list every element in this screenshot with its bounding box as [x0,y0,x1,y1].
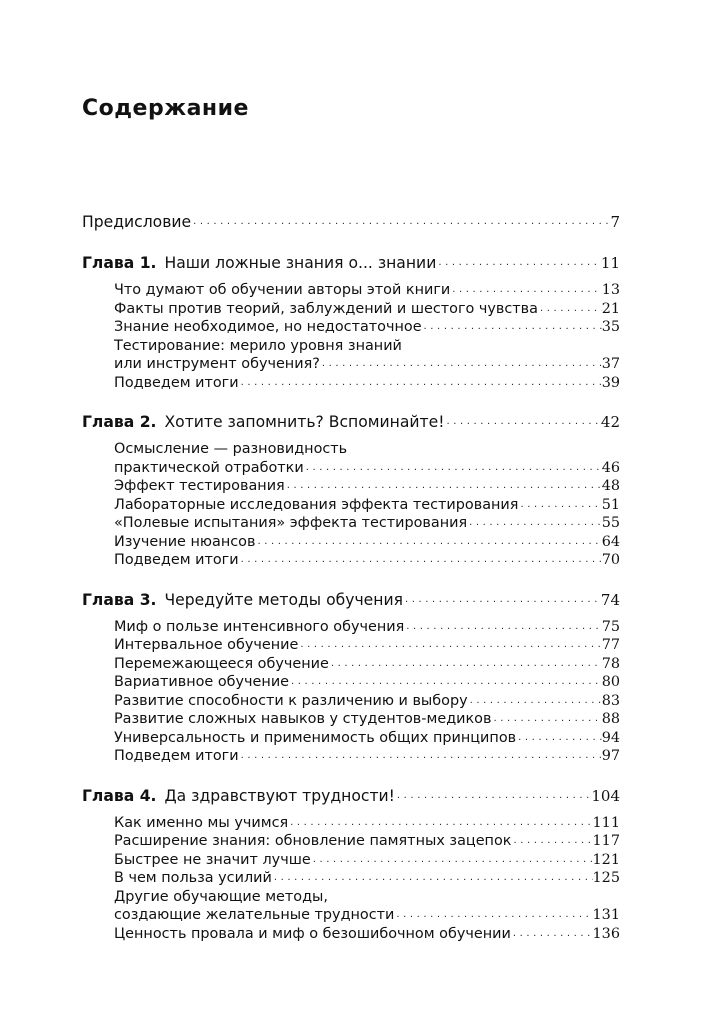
page-number: 88 [601,711,620,727]
dot-leader [511,832,592,851]
page-number: 21 [601,300,620,317]
table-of-contents [82,211,620,962]
page-number: 136 [592,925,620,942]
page-number: 77 [601,637,620,653]
chapter-section [82,589,620,766]
dot-leader [272,869,593,888]
chapter-number: Глава 4. [82,786,157,805]
dot-leader [311,851,593,870]
toc-entry-label: Что думают об обучении авторы этой книги [114,282,451,298]
page-number: 97 [601,748,620,764]
dot-leader [239,747,602,766]
dot-leader [304,459,602,478]
toc-entry-label: Эффект тестирования [114,478,285,494]
toc-entry-subsection[interactable] [82,673,620,692]
chapter-title: Чередуйте методы обучения [164,590,403,609]
dot-leader [285,477,602,496]
dot-leader [422,318,602,337]
toc-entry-label: Лабораторные исследования эффекта тестирования [114,496,519,513]
toc-entry-label: или инструмент обучения? [114,356,320,372]
toc-entry-chapter[interactable] [82,785,620,807]
toc-entry-label: Перемежающееся обучение [114,655,329,672]
page-number: 83 [601,692,620,709]
toc-entry-label: В чем польза усилий [114,870,272,886]
toc-entry-subsection[interactable] [82,692,620,711]
toc-entry-label: Ценность провала и миф о безошибочном обучении [114,925,511,942]
toc-entry-subsection[interactable] [82,655,620,674]
dot-leader [239,374,602,393]
toc-entry-subsection[interactable] [82,710,620,729]
page-number: 117 [592,833,620,849]
toc-entry-subsection[interactable] [82,318,620,337]
page-number: 121 [592,851,620,868]
toc-entry-label: «Полевые испытания» эффекта тестирования [114,515,468,531]
toc-entry-subsection[interactable] [82,496,620,515]
toc-entry-subsection[interactable] [82,832,620,851]
page-number: 55 [601,515,620,531]
toc-entry-subsection[interactable] [82,551,620,570]
page-number: 37 [601,356,620,372]
toc-entry-subsection[interactable] [82,374,620,393]
toc-entry-chapter[interactable] [82,589,620,611]
dot-leader [288,814,592,833]
toc-entry-chapter[interactable] [82,252,620,274]
toc-entry-chapter[interactable] [82,411,620,433]
toc-entry-label-line: Тестирование: мерило уровня знаний [114,337,402,354]
chapter-title: Наши ложные знания о... знании [164,254,437,272]
chapter-section [82,252,620,392]
toc-entry-label: Интервальное обучение [114,637,299,653]
dot-leader [320,355,602,374]
toc-entry-subsection[interactable] [82,906,620,925]
page-number: 75 [601,618,620,635]
toc-entry-preface[interactable] [82,211,620,233]
toc-entry-label: Подведем итоги [114,374,239,391]
toc-entry-label [82,589,403,611]
page-number: 125 [592,870,620,886]
toc-entry-label: Знание необходимое, но недостаточное [114,319,422,335]
chapter-number: Глава 3. [82,590,157,609]
page-number: 70 [601,552,620,568]
toc-entry-label: Подведем итоги [114,552,239,568]
toc-entry-subsection[interactable] [82,355,620,374]
toc-entry-label: Универсальность и применимость общих принципов [114,729,517,746]
dot-leader [255,533,601,552]
dot-leader [538,300,602,319]
chapter-number: Глава 1. [82,254,157,272]
toc-entry-subsection[interactable] [82,747,620,766]
toc-entry-label: Как именно мы учимся [114,814,289,831]
chapter-number: Глава 2. [82,413,157,431]
dot-leader [329,655,602,674]
dot-leader [403,589,601,611]
dot-leader [467,514,602,533]
dot-leader [404,618,601,637]
toc-entry-label: Подведем итоги [114,748,239,764]
page-number: 13 [601,282,620,298]
toc-entry-label: Вариативное обучение [114,674,290,690]
chapter-title: Хотите запомнить? Вспоминайте! [164,413,445,431]
toc-entry-label: Предисловие [82,213,192,231]
dot-leader [511,925,593,944]
toc-entry-label [82,785,395,807]
dot-leader [450,281,601,300]
toc-entry-subsection[interactable] [82,851,620,870]
dot-leader [239,551,602,570]
dot-leader [468,692,602,711]
toc-entry-subsection[interactable] [82,533,620,552]
chapter-list [82,252,620,943]
chapter-section [82,785,620,944]
toc-entry-label [82,252,436,274]
toc-entry-subsection[interactable] [82,925,620,944]
toc-entry-label: Быстрее не значит лучше [114,851,311,868]
dot-leader [491,710,601,729]
dot-leader [395,785,591,807]
page-number: 48 [601,478,620,494]
toc-entry-label: Факты против теорий, заблуждений и шестого чувства [114,300,538,317]
toc-entry-subsection[interactable] [82,869,620,888]
toc-entry-subsection[interactable] [82,729,620,748]
toc-entry-label: Развитие сложных навыков у студентов-медиков [114,711,492,727]
page-number: 131 [592,907,620,923]
dot-leader [394,906,592,925]
toc-entry-label: Миф о пользе интенсивного обучения [114,618,405,635]
toc-entry-label: практической отработки [114,459,304,476]
page-title: Содержание [82,96,249,121]
page-number: 94 [601,729,620,746]
toc-entry-label: создающие желательные трудности [114,907,395,923]
page-number: 42 [600,413,620,431]
page-number: 39 [601,374,620,391]
toc-entry-label-line: Другие обучающие методы, [114,888,328,905]
dot-leader [436,252,601,274]
toc-entry-label-line: Осмысление — разновидность [114,441,348,457]
toc-entry-subsection[interactable] [82,281,620,300]
chapter-title: Да здравствуют трудности! [164,786,395,805]
dot-leader [516,729,602,748]
toc-entry-subsection[interactable] [82,459,620,478]
page-number: 111 [592,814,620,831]
chapter-section [82,411,620,570]
page-number: 78 [601,655,620,672]
toc-entry-subsection[interactable] [82,618,620,637]
page-number: 104 [591,786,620,805]
toc-entry-subsection[interactable] [82,477,620,496]
toc-entry-subsection[interactable] [82,300,620,319]
toc-entry-subsection[interactable] [82,514,620,533]
dot-leader [298,636,601,655]
page-number: 35 [601,319,620,335]
toc-entry-label: Развитие способности к различению и выбору [114,692,468,709]
page-number: 7 [610,213,620,231]
toc-entry-subsection[interactable] [82,814,620,833]
page-number: 80 [601,674,620,690]
page-number: 64 [601,533,620,550]
toc-entry-label: Расширение знания: обновление памятных зацепок [114,833,512,849]
toc-entry-label: Изучение нюансов [114,533,256,550]
dot-leader [289,673,602,692]
toc-entry-subsection[interactable] [82,636,620,655]
dot-leader [518,496,601,515]
dot-leader [444,411,600,433]
page-number: 11 [600,254,620,272]
page-number: 51 [601,496,620,513]
dot-leader [191,211,610,233]
toc-entry-label [82,411,444,433]
page-number: 46 [601,459,620,476]
page-number: 74 [600,590,620,609]
preface-section [82,211,620,233]
